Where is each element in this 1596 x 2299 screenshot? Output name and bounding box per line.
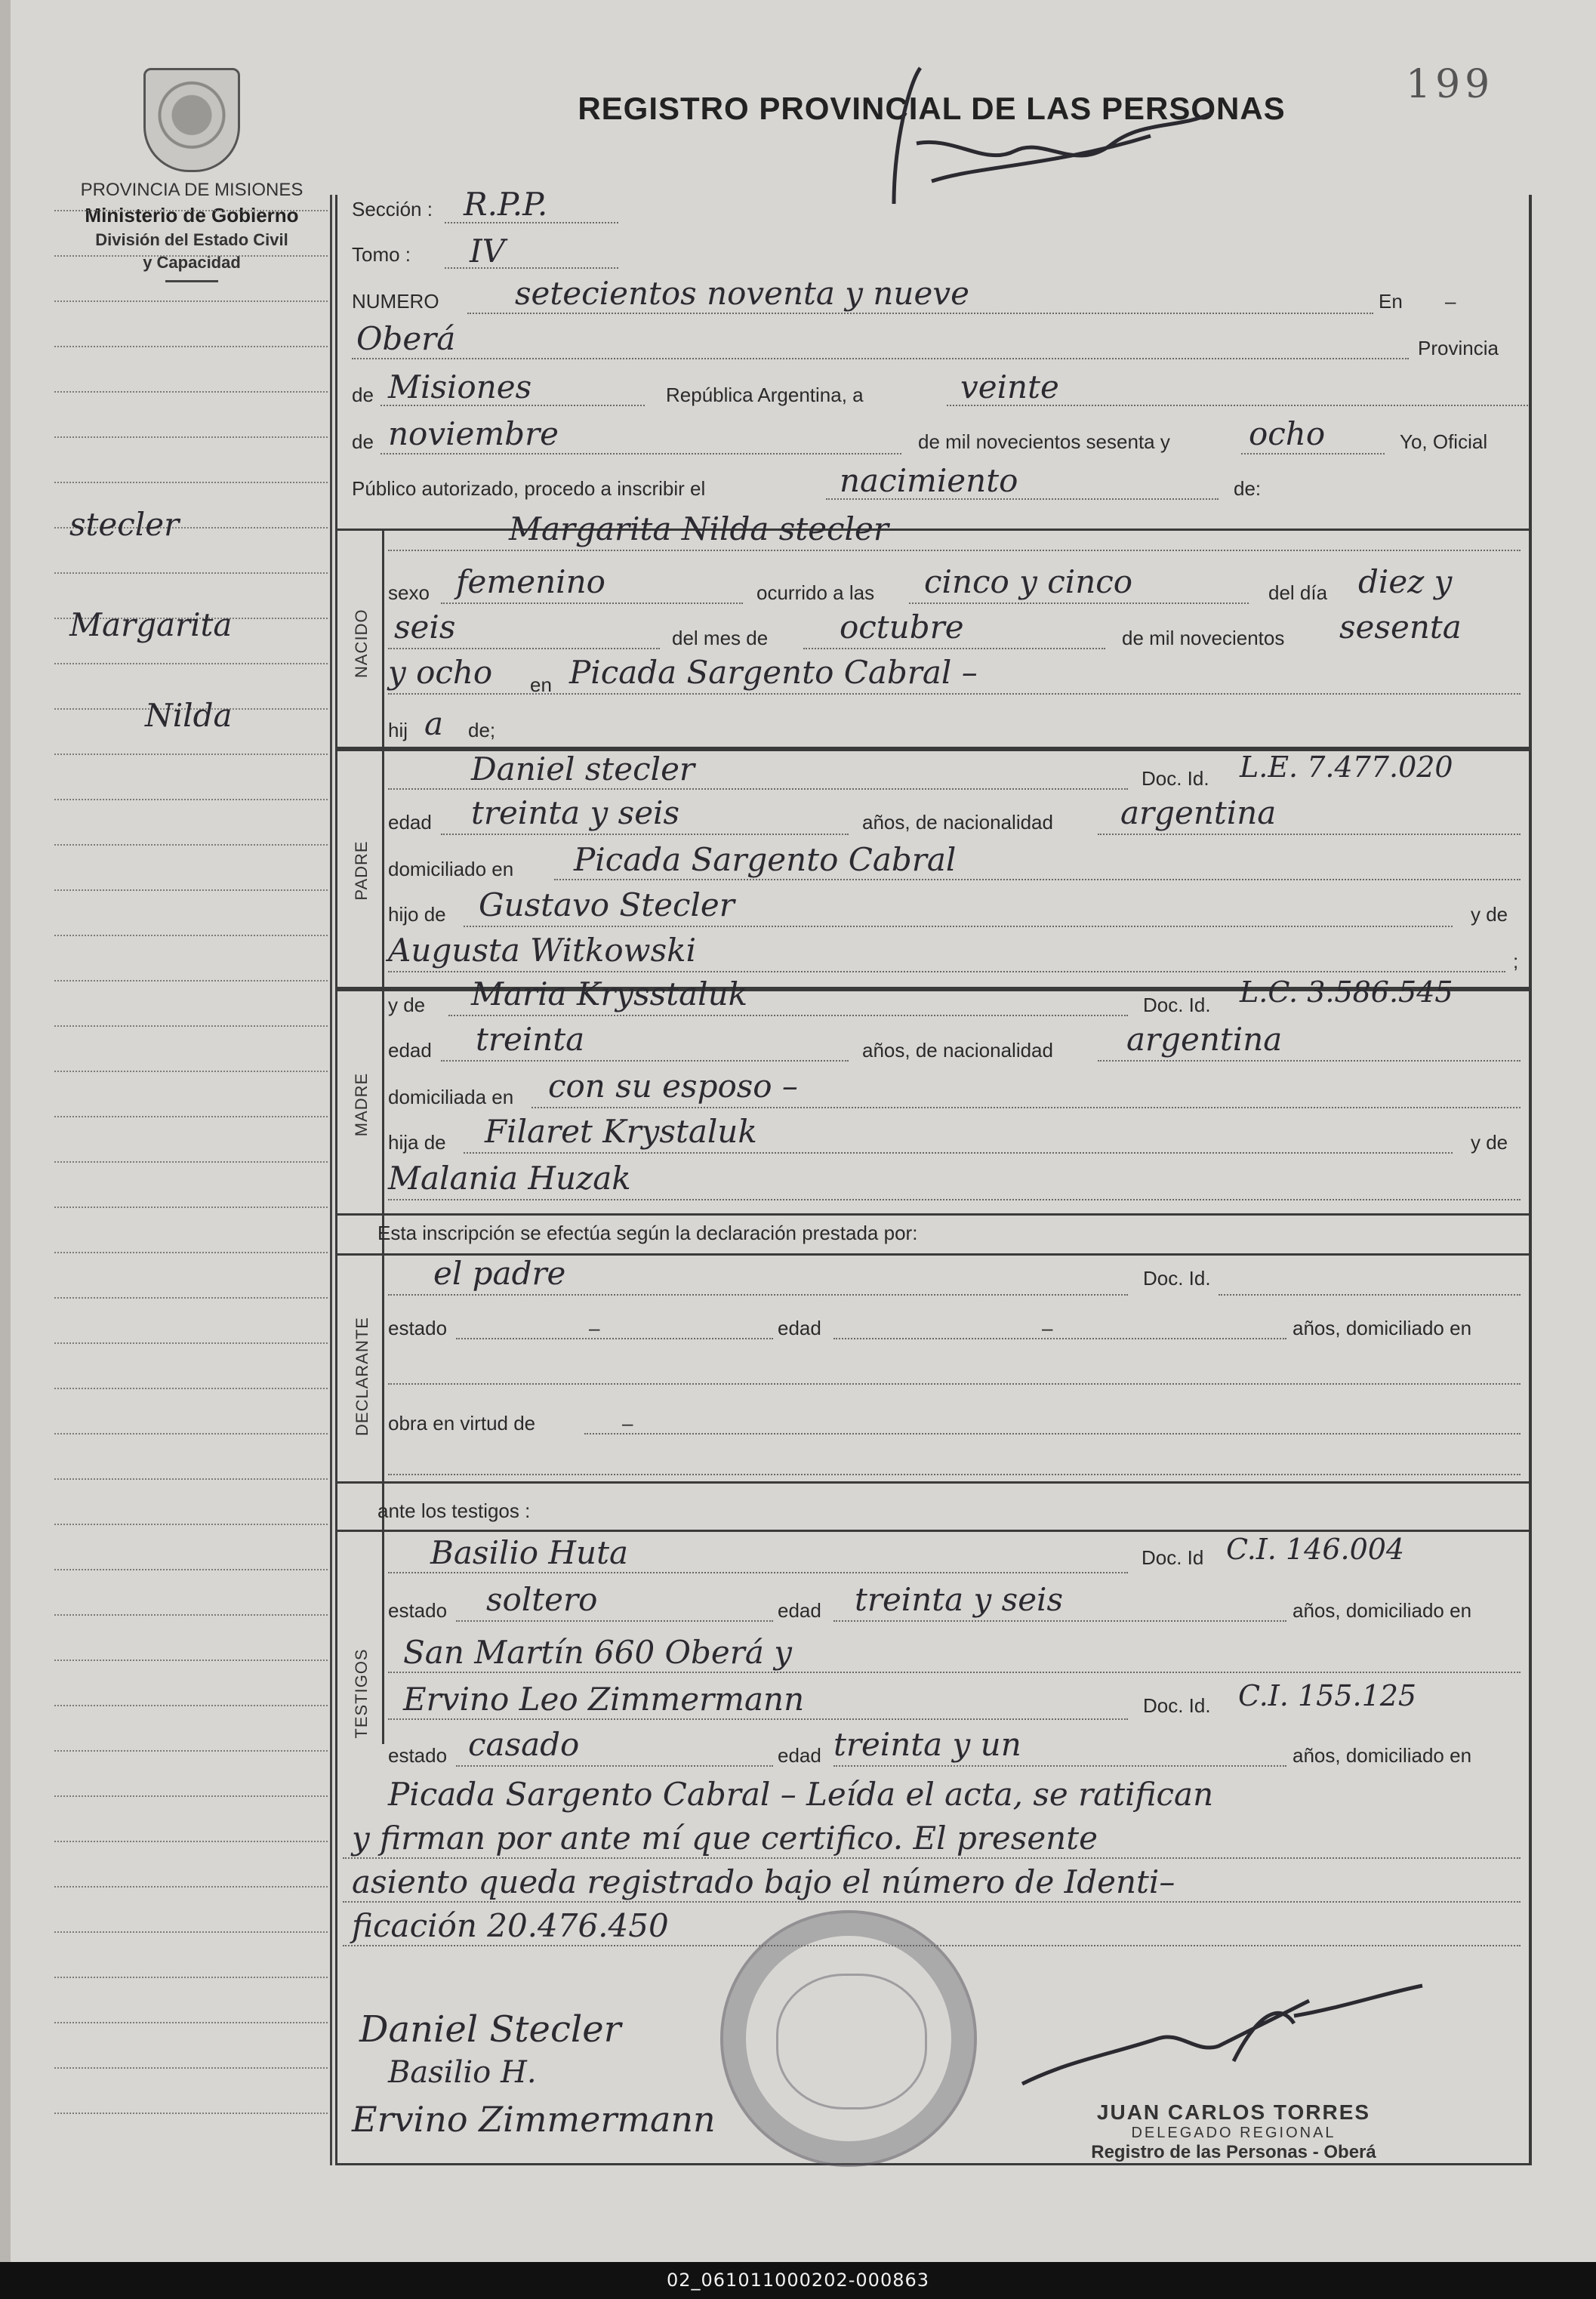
madre-doc-value: L.C. 3.586.545 [1240,975,1453,1009]
witness1-doc-value: C.I. 146.004 [1226,1533,1405,1566]
madre-dom-value: con su esposo – [548,1068,798,1105]
dia-value-a: diez y [1358,563,1453,600]
place-value: Oberá [356,320,456,357]
en-label: En [1379,290,1403,313]
madre-mother-name: Malania Huzak [388,1160,631,1197]
document-title: REGISTRO PROVINCIAL DE LAS PERSONAS [578,91,1286,126]
scan-footer-id: 02_061011000202-000863 [0,2262,1596,2299]
witness2-name: Ervino Leo Zimmermann [403,1681,805,1718]
padre-edad-value: treinta y seis [471,794,680,831]
padre-mother-name: Augusta Witkowski [388,932,697,969]
mil-label-nacido: de mil novecientos [1122,627,1285,649]
anio-value-a: sesenta [1339,609,1462,646]
ocurrido-label: ocurrido a las [756,581,875,604]
padre-hijo-label: hijo de [388,903,446,926]
testigos-section-label: TESTIGOS [352,1648,371,1739]
born-name: Margarita Nilda stecler [509,510,889,547]
numero-label: NUMERO [352,290,439,313]
margin-given-name-1: Margarita [69,606,233,643]
hij-label: hij [388,719,408,741]
official-signature [1007,1971,1430,2114]
province-value: Misiones [388,368,532,405]
seccion-label: Sección : [352,198,433,220]
birthplace-value: Picada Sargento Cabral – [569,654,978,691]
year-tail-value: ocho [1249,415,1326,452]
declarante-section-label: DECLARANTE [353,1317,371,1436]
testigos-intro: ante los testigos : [377,1499,531,1522]
en-value: – [1445,290,1456,313]
ministry-label: Ministerio de Gobierno [85,204,299,227]
madre-doc-label: Doc. Id. [1143,994,1211,1016]
month-value: noviembre [388,415,559,452]
day-value: veinte [960,368,1059,405]
seccion-value: R.P.P. [464,186,548,223]
mes-value: octubre [840,609,964,646]
official-office: Registro de las Personas - Oberá [1091,2142,1376,2162]
witness1-name: Basilio Huta [430,1534,628,1571]
declarante-edad-label: edad [778,1317,821,1339]
padre-nac-label: años, de nacionalidad [862,811,1053,834]
declarante-anos-label: años, domiciliado en [1293,1317,1472,1339]
declarante-doc-label: Doc. Id. [1143,1267,1211,1290]
witness2-doc-label: Doc. Id. [1143,1694,1211,1717]
witness1-edad-label: edad [778,1599,821,1622]
father-name: Daniel stecler [471,750,695,787]
publico-label: Público autorizado, procedo a inscribir el [352,477,706,500]
margin-surname: stecler [69,506,180,543]
declarante-intro: Esta inscripción se efectúa según la declaración prestada por: [377,1222,918,1244]
padre-dom-label: domiciliado en [388,858,514,880]
de2-label: de [352,430,374,453]
witness2-edad-value: treinta y un [833,1726,1021,1763]
act-value: nacimiento [840,462,1018,499]
tomo-value: IV [470,233,505,270]
dia-label: del día [1268,581,1328,604]
margin-column [54,195,332,2165]
madre-edad-label: edad [388,1039,432,1062]
witness1-estado-value: soltero [486,1581,598,1618]
madre-hija-label: hija de [388,1131,446,1154]
hij-suffix: a [424,705,444,742]
madre-dom-label: domiciliada en [388,1086,514,1108]
padre-doc-value: L.E. 7.477.020 [1240,750,1453,784]
registry-stamp [720,1910,977,2167]
witness1-edad-value: treinta y seis [855,1581,1064,1618]
witness2-anos-label: años, domiciliado en [1293,1744,1472,1767]
official-name: JUAN CARLOS TORRES [1096,2100,1371,2124]
sexo-label: sexo [388,581,430,604]
mil-novecientos-label: de mil novecientos sesenta y [918,430,1170,453]
signature-witness1: Basilio H. [388,2055,537,2090]
padre-semicolon: ; [1513,950,1519,972]
capacity-label: y Capacidad [143,253,241,272]
closing-line-4: ficación 20.476.450 [352,1907,669,1944]
closing-line-3: asiento queda registrado bajo el número de Identi– [352,1863,1175,1900]
witness1-doc-label: Doc. Id [1142,1546,1204,1569]
en-label-nacido: en [530,673,552,696]
mes-label: del mes de [672,627,769,649]
signature-witness2: Ervino Zimmermann [352,2099,716,2140]
republica-label: República Argentina, a [666,384,864,406]
witness2-estado-value: casado [468,1726,580,1763]
dia-value-b: seis [394,609,456,646]
mother-name: Maria Krysstaluk [471,975,748,1012]
witness1-dom-value: San Martín 660 Oberá y [403,1634,792,1671]
anio-value-b: y ocho [388,654,493,691]
declarante-estado-label: estado [388,1317,448,1339]
declarante-estado-value: – [589,1317,600,1339]
madre-section-label: MADRE [352,1072,371,1137]
yo-oficial-label: Yo, Oficial [1400,430,1488,453]
numero-value: setecientos noventa y nueve [515,275,969,312]
margin-given-name-2: Nilda [145,697,233,734]
hora-value: cinco y cinco [924,563,1133,600]
madre-edad-value: treinta [476,1021,585,1058]
madre-nac-label: años, de nacionalidad [862,1039,1053,1062]
witness2-estado-label: estado [388,1744,448,1767]
de-semicolon-label: de; [468,719,496,741]
official-block [1060,2100,1407,2163]
declarante-obra-label: obra en virtud de [388,1412,536,1435]
tomo-label: Tomo : [352,243,411,266]
padre-dom-value: Picada Sargento Cabral [574,841,957,878]
declarante-obra-value: – [622,1412,633,1435]
padre-doc-label: Doc. Id. [1142,767,1209,790]
de3-label: de: [1234,477,1262,500]
witness2-doc-value: C.I. 155.125 [1238,1679,1417,1712]
sexo-value: femenino [456,563,605,600]
witness2-edad-label: edad [778,1744,821,1767]
official-role: DELEGADO REGIONAL [1131,2125,1336,2141]
nacido-section-label: NACIDO [352,609,371,678]
signature-father: Daniel Stecler [359,2008,621,2051]
padre-y-de-label: y de [1471,903,1508,926]
madre-y-de-label: y de [388,994,426,1016]
padre-nac-value: argentina [1120,794,1277,831]
division-label: División del Estado Civil [95,230,288,249]
madre-father-name: Filaret Krystaluk [485,1113,757,1150]
declarante-name: el padre [433,1255,566,1292]
madre-y-de-label-2: y de [1471,1131,1508,1154]
madre-nac-value: argentina [1126,1021,1283,1058]
witness1-estado-label: estado [388,1599,448,1622]
closing-line-1: Picada Sargento Cabral – Leída el acta, se ratifican [388,1776,1214,1813]
declarante-edad-value: – [1042,1317,1053,1339]
padre-father-name: Gustavo Stecler [479,886,735,923]
witness1-anos-label: años, domiciliado en [1293,1599,1472,1622]
padre-section-label: PADRE [352,840,371,901]
province-label: PROVINCIA DE MISIONES [80,180,303,200]
padre-edad-label: edad [388,811,432,834]
provincia-label: Provincia [1418,337,1499,359]
closing-line-2: y firman por ante mí que certifico. El presente [352,1820,1098,1857]
folio-number: 199 [1406,62,1495,107]
misiones-seal-icon [143,68,240,172]
de-label: de [352,384,374,406]
